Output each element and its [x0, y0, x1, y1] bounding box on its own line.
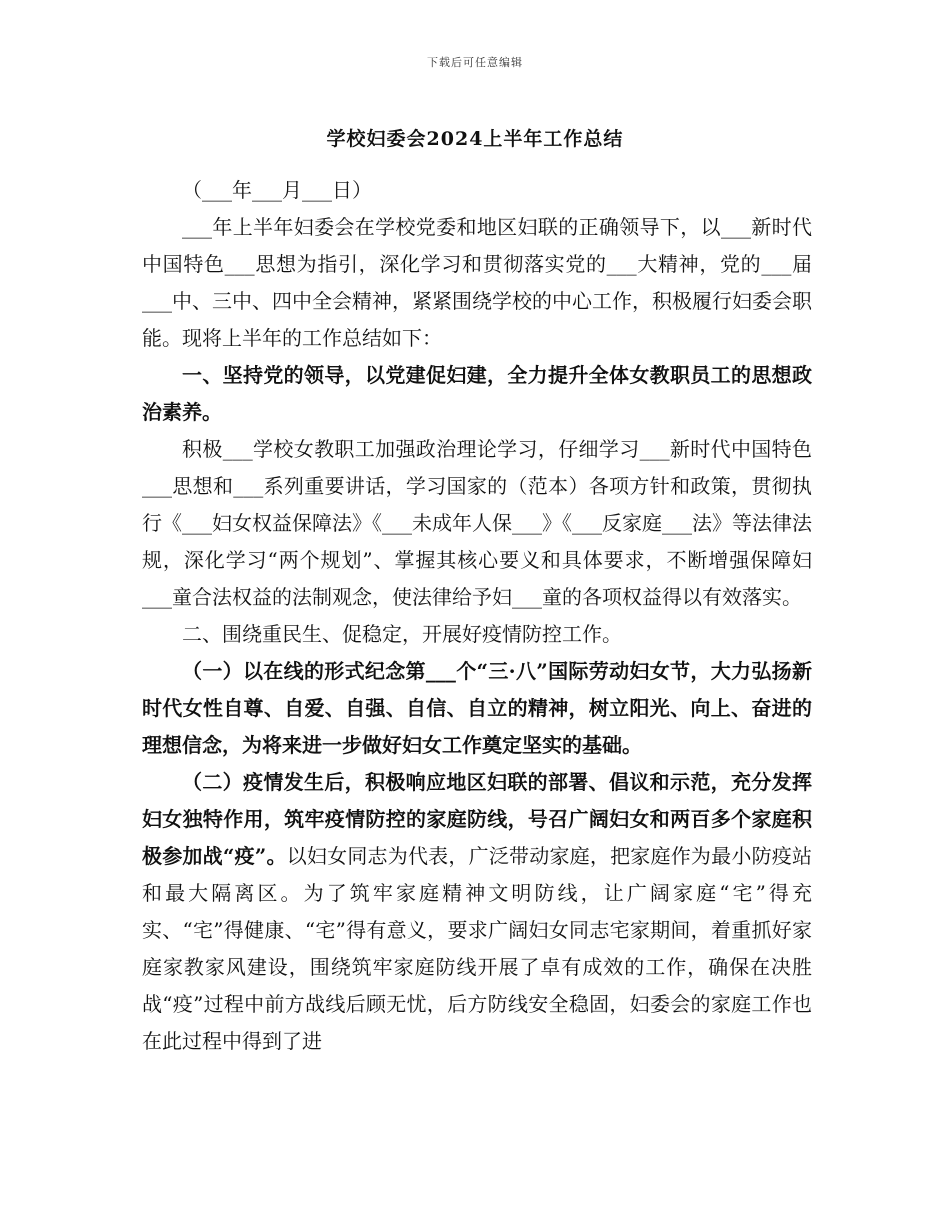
section-2-item-2 [142, 764, 812, 1060]
section-1-paragraph: 积极___学校女教职工加强政治理论学习，仔细学习___新时代中国特色___思想和___系列重要讲话，学习国家的（范本）各项方针和政策，贯彻执行《___妇女权益保障法》《___未成年人保___》《___反家庭___法》等法律法规，深化学习“两个规划”、掌握其核心要义和具体要求，不断增强保障妇___童合法权益的法制观念，使法律给予妇___童的各项权益得以有效落实。 [142, 437, 812, 609]
section-heading-2: 二、围绕重民生、促稳定，开展好疫情防控工作。 [182, 622, 622, 646]
intro-paragraph: ___年上半年妇委会在学校党委和地区妇联的正确领导下，以___新时代中国特色___思想为指引，深化学习和贯彻落实党的___大精神，党的___届___中、三中、四中全会精神，紧紧围绕学校的中心工作，积极履行妇委会职能。现将上半年的工作总结如下： [142, 215, 812, 350]
section-2-item-1: （一）以在线的形式纪念第___个“三·八”国际劳动妇女节，大力弘扬新时代女性自尊、自爱、自强、自信、自立的精神，树立阳光、向上、奋进的理想信念，为将来进一步做好妇女工作奠定坚实的基础。 [142, 659, 812, 757]
document-body [142, 172, 812, 1060]
document-title: 学校妇委会2024上半年工作总结 [326, 128, 624, 150]
section-2-item-2-bold: （二）疫情发生后，积极响应地区妇联的部署、倡议和示范，充分发挥妇女独特作用，筑牢疫情防控的家庭防线，号召广阔妇女和两百多个家庭积极参加战“疫”。 [142, 770, 812, 868]
date-line: （___年___月___日） [182, 178, 372, 202]
section-heading-1: 一、坚持党的领导，以党建促妇建，全力提升全体女教职员工的思想政治素养。 [142, 363, 812, 424]
section-2-item-2-text: 以妇女同志为代表，广泛带动家庭，把家庭作为最小防疫站和最大隔离区。为了筑牢家庭精神文明防线，让广阔家庭“宅”得充实、“宅”得健康、“宅”得有意义，要求广阔妇女同志宅家期间，着重抓好家庭家教家风建设，围绕筑牢家庭防线开展了卓有成效的工作，确保在决胜战“疫”过程中前方战线后顾无忧，后方防线安全稳固，妇委会的家庭工作也在此过程中得到了进 [142, 844, 812, 1053]
header-note: 下载后可任意编辑 [427, 56, 523, 69]
